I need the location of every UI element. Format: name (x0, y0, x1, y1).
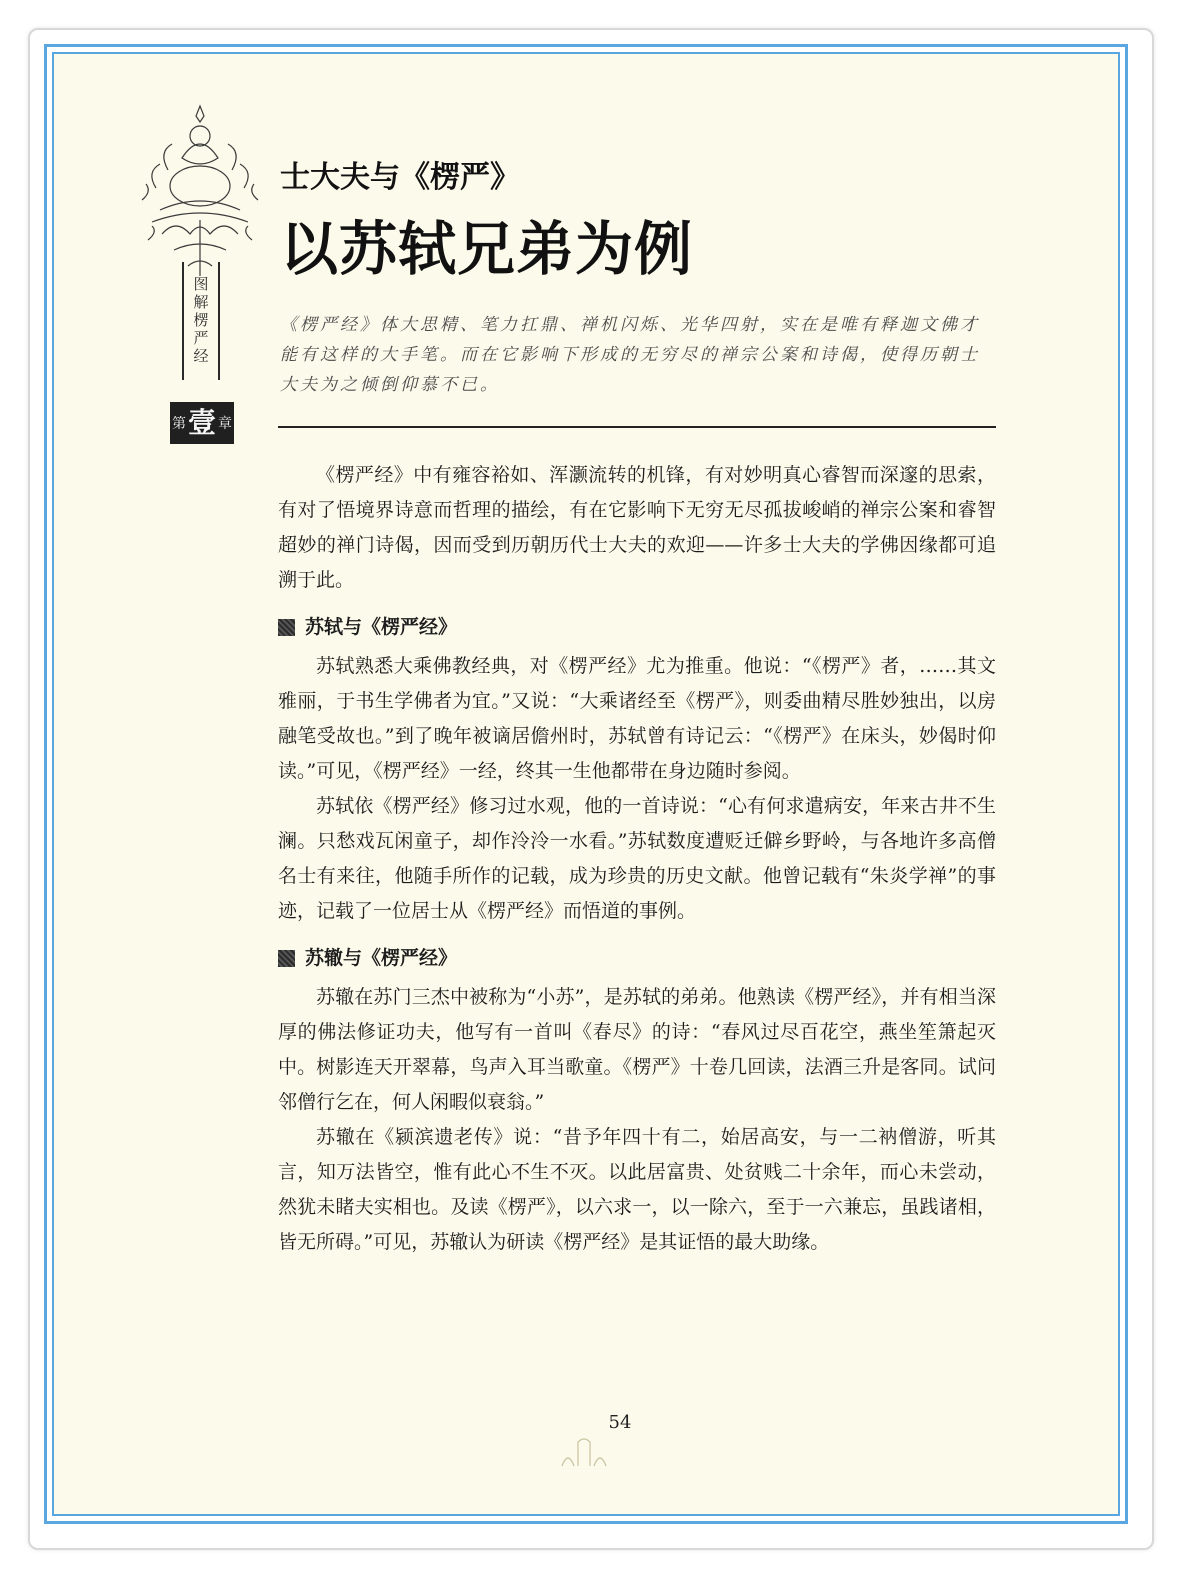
divider (278, 426, 996, 428)
body-paragraph: 《楞严经》中有雍容裕如、浑灏流转的机锋，有对妙明真心睿智而深邃的思索，有对了悟境界诗意而哲理的描绘，有在它影响下无穷无尽孤拔峻峭的禅宗公案和睿智超妙的禅门诗偈，因而受到历朝历代士大夫的欢迎——许多士大夫的学佛因缘都可追溯于此。 (278, 464, 996, 591)
chapter-prefix: 第 (171, 416, 186, 432)
body-paragraph: 苏辙在苏门三杰中被称为“小苏”，是苏轼的弟弟。他熟读《楞严经》，并有相当深厚的佛法修证功夫，他写有一首叫《春尽》的诗：“春风过尽百花空，燕坐笙箫起灭中。树影连天开翠幕，鸟声入耳当歌童。《楞严》十卷几回读，法酒三升是客同。试问邻僧行乞在，何人闲暇似衰翁。” (278, 986, 996, 1113)
chapter-suffix: 章 (218, 416, 232, 432)
section-heading-text: 苏辙与《楞严经》 (305, 947, 458, 969)
lotus-buddha-ornament-icon (138, 100, 262, 278)
page-title: 以苏轼兄弟为例 (280, 215, 694, 283)
page-supertitle: 士大夫与《楞严》 (280, 160, 520, 195)
body-paragraph: 苏轼熟悉大乘佛教经典，对《楞严经》尤为推重。他说：“《楞严》者，……其文雅丽，于书生学佛者为宜。”又说：“大乘诸经至《楞严》，则委曲精尽胜妙独出，以房融笔受故也。”到了晚年被谪居儋州时，苏轼曾有诗记云：“《楞严》在床头，妙偈时仰读。”可见，《楞严经》一经，终其一生他都带在身边随时参阅。 (278, 655, 996, 782)
chapter-number: 壹 (187, 406, 216, 439)
square-bullet-icon (278, 619, 295, 636)
body-paragraph: 苏辙在《颍滨遗老传》说：“昔予年四十有二，始居高安，与一二衲僧游，听其言，知万法皆空，惟有此心不生不灭。以此居富贵、处贫贱二十余年，而心未尝动，然犹未睹夫实相也。及读《楞严》，以六求一，以一除六，至于一六兼忘，虽践诸相，皆无所碍。”可见，苏辙认为研读《楞严经》是其证悟的最大助缘。 (278, 1126, 996, 1253)
intro-paragraph: 《楞严经》体大思精、笔力扛鼎、禅机闪烁、光华四射，实在是唯有释迦文佛才能有这样的大手笔。而在它影响下形成的无穷尽的禅宗公案和诗偈，使得历朝士大夫为之倾倒仰慕不已。 (280, 315, 980, 395)
page-number: 54 (608, 1412, 632, 1433)
section-heading (278, 610, 996, 645)
square-bullet-icon (278, 950, 295, 967)
chapter-badge (170, 402, 234, 444)
series-label: 图解楞严经 (182, 262, 220, 380)
section-heading-text: 苏轼与《楞严经》 (305, 616, 458, 638)
page-footer-ornament-icon (554, 1430, 614, 1470)
section-heading (278, 941, 996, 976)
body-text (278, 458, 996, 1260)
body-paragraph: 苏轼依《楞严经》修习过水观，他的一首诗说：“心有何求遣病安，年来古井不生澜。只愁戏瓦闲童子，却作泠泠一水看。”苏轼数度遭贬迁僻乡野岭，与各地许多高僧名士有来往，他随手所作的记载，成为珍贵的历史文献。他曾记载有“朱炎学禅”的事迹，记载了一位居士从《楞严经》而悟道的事例。 (278, 795, 996, 922)
